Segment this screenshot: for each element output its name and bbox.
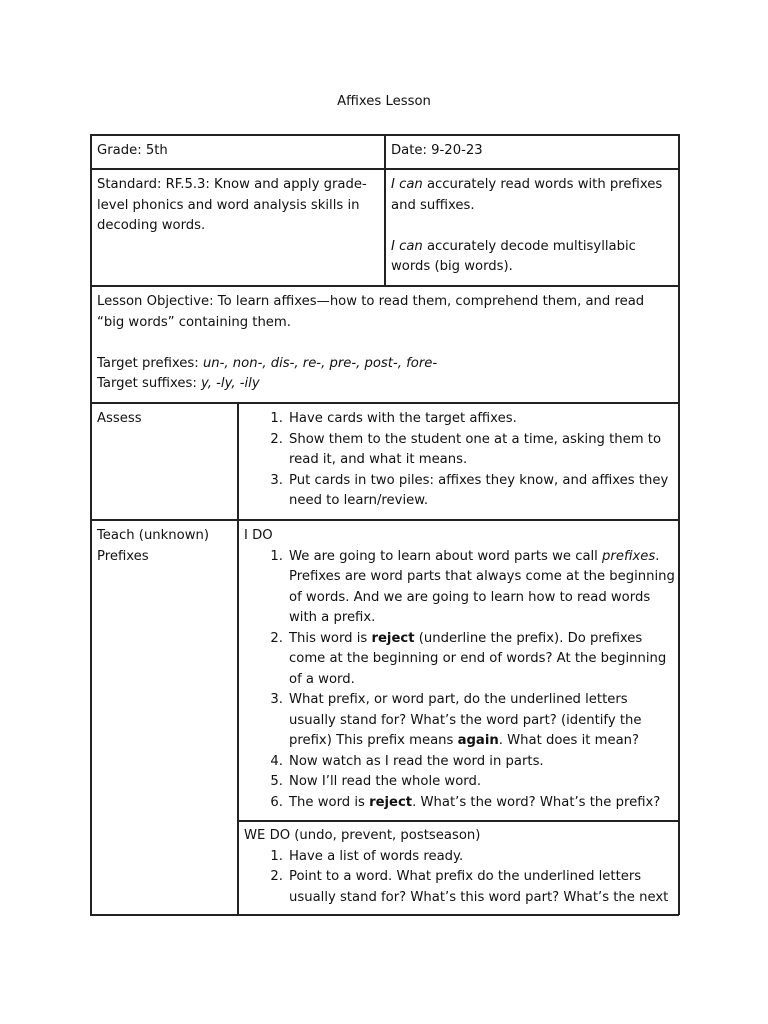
date-cell — [391, 141, 673, 162]
list-item: 1. Have a list of words ready. — [270, 848, 464, 864]
teach-label-line-2: Prefixes — [97, 548, 149, 564]
i-do-heading: I DO — [244, 528, 273, 543]
i-can-statement-2: I can accurately decode multisyllabic words (big words). — [391, 238, 636, 274]
grade-text: Grade: 5th — [97, 143, 168, 158]
table-row-divider — [90, 402, 679, 404]
teach-label-cell — [97, 526, 232, 567]
date-text: Date: 9-20-23 — [391, 143, 483, 158]
standard-cell — [97, 175, 367, 237]
list-item: 5. Now I’ll read the whole word. — [270, 774, 482, 789]
list-item: 3. What prefix, or word part, do the underlined letters usually stand for? What’s the word part? (identify the prefix) This prefix means again. What does it mean? — [270, 692, 642, 748]
we-do-cell — [244, 826, 675, 908]
teach-label-line-1: Teach (unknown) — [97, 528, 210, 543]
lesson-objective: Lesson Objective: To learn affixes—how to read them, comprehend them, and read “big words” containing them. — [97, 294, 645, 330]
table-column-divider — [384, 134, 386, 286]
assess-label-cell — [97, 409, 232, 430]
grade-cell — [97, 141, 379, 162]
list-item: 3. Put cards in two piles: affixes they know, and affixes they need to learn/review. — [270, 472, 669, 508]
list-item: 1. Have cards with the target affixes. — [270, 411, 517, 426]
list-item: 6. The word is reject. What’s the word? What’s the prefix? — [270, 794, 661, 810]
target-suffixes: Target suffixes: y, -ly, -ily — [97, 376, 260, 391]
objective-cell — [97, 292, 667, 395]
assess-list — [239, 409, 675, 512]
list-item: 1. We are going to learn about word parts we call prefixes. Prefixes are word parts that always come at the beginning of words. And we are going to learn how to read words with a prefix. — [270, 548, 675, 625]
table-border-left — [90, 134, 92, 915]
list-item: 2. This word is reject (underline the prefix). Do prefixes come at the beginning or end of words? At the beginning of a word. — [270, 630, 667, 687]
i-can-statement-1: I can accurately read words with prefixes and suffixes. — [391, 177, 663, 213]
table-border-bottom — [90, 914, 679, 916]
table-row-divider — [237, 820, 679, 822]
assess-steps-cell — [239, 409, 675, 512]
we-do-heading: WE DO (undo, prevent, postseason) — [244, 828, 481, 843]
document-title: Affixes Lesson — [337, 94, 431, 109]
i-do-list — [239, 547, 675, 814]
assess-label: Assess — [97, 411, 142, 426]
table-row-divider — [90, 519, 679, 521]
list-item: 2. Show them to the student one at a time, asking them to read it, and what it means. — [270, 431, 662, 467]
list-item: 4. Now watch as I read the word in parts. — [270, 753, 544, 769]
standard-text: Standard: RF.5.3: Know and apply grade-level phonics and word analysis skills in decoding words. — [97, 177, 367, 233]
i-can-cell — [391, 175, 675, 278]
i-do-cell — [244, 526, 675, 813]
target-prefixes: Target prefixes: un-, non-, dis-, re-, pre-, post-, fore- — [97, 355, 438, 371]
list-item: 2. Point to a word. What prefix do the underlined letters usually stand for? What’s this word part? What’s the next — [270, 869, 669, 905]
table-border-right — [678, 134, 680, 915]
we-do-list — [239, 847, 675, 909]
